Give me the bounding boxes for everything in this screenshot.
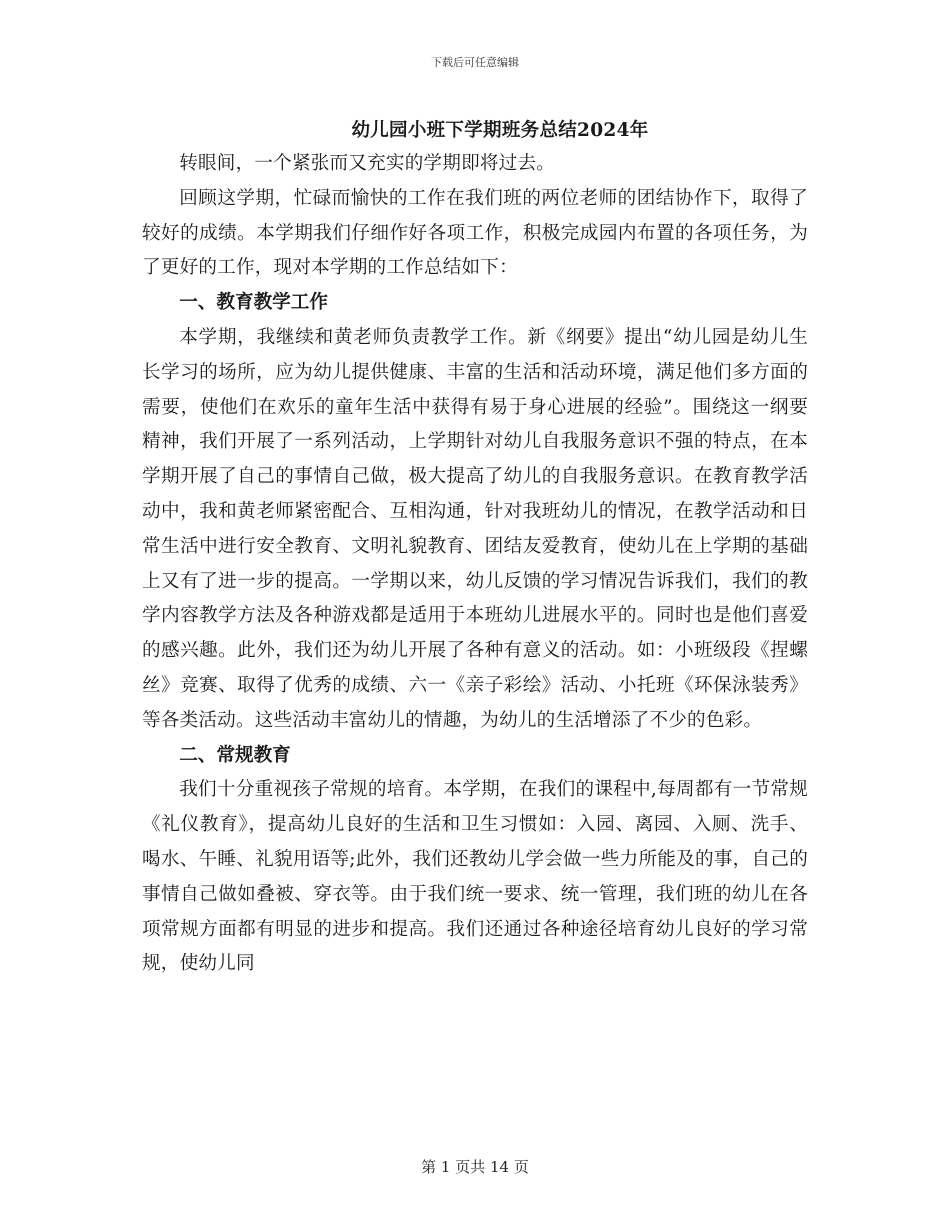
document-title: 幼儿园小班下学期班务总结2024年 <box>351 120 649 141</box>
section-heading-routine: 二、常规教育 <box>179 744 291 766</box>
paragraph-teaching: 本学期，我继续和黄老师负责教学工作。新《纲要》提出“幼儿园是幼儿生长学习的场所，应为幼儿提供健康、丰富的生活和活动环境，满足他们多方面的需要，使他们在欢乐的童年生活中获得有易于身心进展的经验”。围绕这一纲要精神，我们开展了一系列活动，上学期针对幼儿自我服务意识不强的特点，在本学期开展了自己的事情自己做，极大提高了幼儿的自我服务意识。在教育教学活动中，我和黄老师紧密配合、互相沟通，针对我班幼儿的情况，在教学活动和日常生活中进行安全教育、文明礼貌教育、团结友爱教育，使幼儿在上学期的基础上又有了进一步的提高。一学期以来，幼儿反馈的学习情况告诉我们，我们的教学内容教学方法及各种游戏都是适用于本班幼儿进展水平的。同时也是他们喜爱的感兴趣。此外，我们还为幼儿开展了各种有意义的活动。如：小班级段《捏螺丝》竞赛、取得了优秀的成绩、六一《亲子彩绘》活动、小托班《环保泳装秀》等各类活动。这些活动丰富幼儿的情趣，为幼儿的生活增添了不少的色彩。 <box>142 326 808 731</box>
paragraph-intro: 转眼间，一个紧张而又充实的学期即将过去。 <box>179 153 556 174</box>
header-note: 下载后可任意编辑 <box>431 56 519 69</box>
paragraph-review: 回顾这学期，忙碌而愉快的工作在我们班的两位老师的团结协作下，取得了较好的成绩。本学期我们仔细作好各项工作，积极完成园内布置的各项任务，为了更好的工作，现对本学期的工作总结如下： <box>142 187 808 279</box>
paragraph-routine: 我们十分重视孩子常规的培育。本学期，在我们的课程中,每周都有一节常规《礼仪教育》，提高幼儿良好的生活和卫生习惯如：入园、离园、入厕、洗手、喝水、午睡、礼貌用语等;此外，我们还教幼儿学会做一些力所能及的事，自己的事情自己做如叠被、穿衣等。由于我们统一要求、统一管理，我们班的幼儿在各项常规方面都有明显的进步和提高。我们还通过各种途径培育幼儿良好的学习常规，使幼儿同 <box>142 779 808 975</box>
section-heading-teaching: 一、教育教学工作 <box>179 292 328 314</box>
document-body <box>142 147 808 982</box>
page-number: 第 1 页共 14 页 <box>421 1158 529 1176</box>
